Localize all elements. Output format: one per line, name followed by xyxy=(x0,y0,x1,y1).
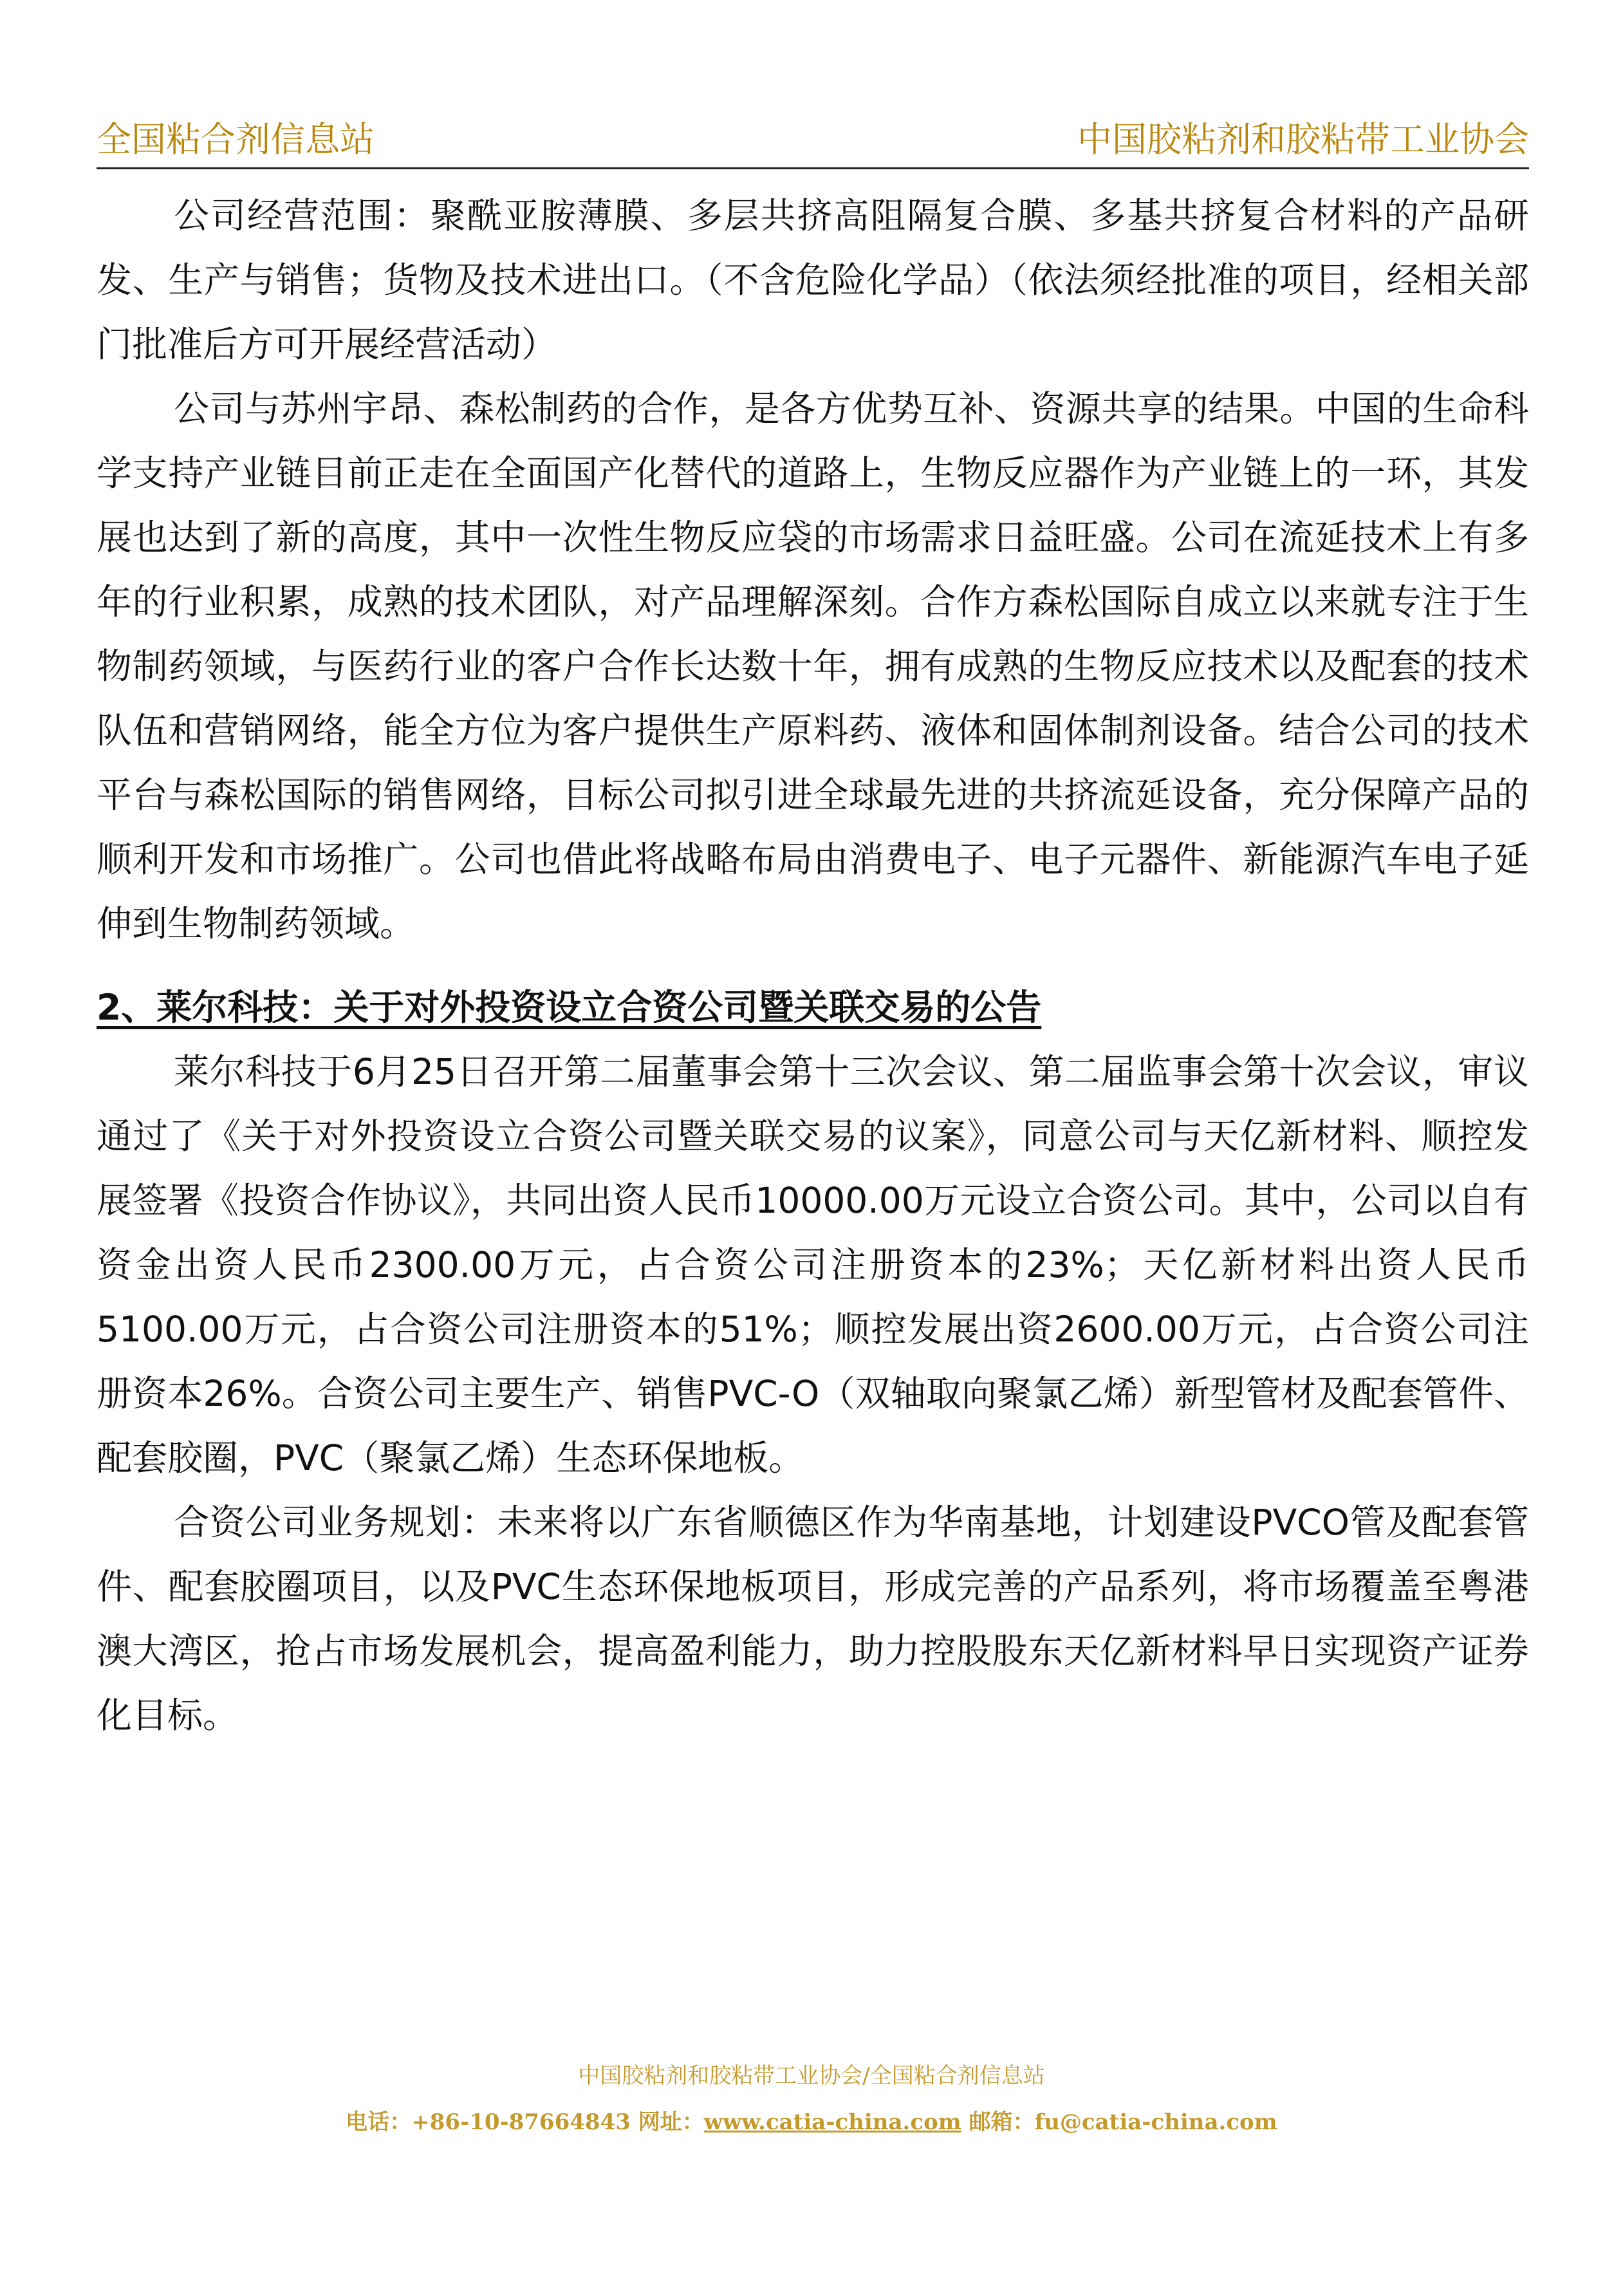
footer-contact-line xyxy=(0,2106,1623,2138)
header-right-title: 中国胶粘剂和胶粘带工业协会 xyxy=(1077,119,1529,160)
document-body xyxy=(97,183,1529,1748)
paragraph-business-scope: 公司经营范围：聚酰亚胺薄膜、多层共挤高阻隔复合膜、多基共挤复合材料的产品研发、生产与销售；货物及技术进出口。（不含危险化学品）（依法须经批准的项目，经相关部门批准后方可开展经营活动） xyxy=(97,195,1529,365)
header-left-title: 全国粘合剂信息站 xyxy=(97,119,375,160)
section-2-title: 2、莱尔科技：关于对外投资设立合资公司暨关联交易的公告 xyxy=(97,987,1042,1028)
paragraph-cooperation: 公司与苏州宇昂、森松制药的合作，是各方优势互补、资源共享的结果。中国的生命科学支持产业链目前正走在全面国产化替代的道路上，生物反应器作为产业链上的一环，其发展也达到了新的高度，其中一次性生物反应袋的市场需求日益旺盛。公司在流延技术上有多年的行业积累，成熟的技术团队，对产品理解深刻。合作方森松国际自成立以来就专注于生物制药领域，与医药行业的客户合作长达数十年，拥有成熟的生物反应技术以及配套的技术队伍和营销网络，能全方位为客户提供生产原料药、液体和固体制剂设备。结合公司的技术平台与森松国际的销售网络，目标公司拟引进全球最先进的共挤流延设备，充分保障产品的顺利开发和市场推广。公司也借此将战略布局由消费电子、电子元器件、新能源汽车电子延伸到生物制药领域。 xyxy=(97,388,1529,944)
page-header xyxy=(97,117,1529,169)
paragraph-business-plan: 合资公司业务规划：未来将以广东省顺德区作为华南基地，计划建设PVCO管及配套管件、配套胶圈项目，以及PVC生态环保地板项目，形成完善的产品系列，将市场覆盖至粤港澳大湾区，抢占市场发展机会，提高盈利能力，助力控股股东天亿新材料早日实现资产证券化目标。 xyxy=(97,1502,1529,1736)
paragraph-joint-venture: 莱尔科技于6月25日召开第二届董事会第十三次会议、第二届监事会第十次会议，审议通过了《关于对外投资设立合资公司暨关联交易的议案》，同意公司与天亿新材料、顺控发展签署《投资合作协议》，共同出资人民币10000.00万元设立合资公司。其中，公司以自有资金出资人民币2300.00万元，占合资公司注册资本的23%；天亿新材料出资人民币5100.00万元，占合资公司注册资本的51%；顺控发展出资2600.00万元，占合资公司注册资本26%。合资公司主要生产、销售PVC-O（双轴取向聚氯乙烯）新型管材及配套管件、配套胶圈，PVC（聚氯乙烯）生态环保地板。 xyxy=(97,1051,1529,1479)
footer-org-line: 中国胶粘剂和胶粘带工业协会/全国粘合剂信息站 xyxy=(578,2063,1045,2089)
footer-email[interactable]: fu@catia-china.com xyxy=(1034,2109,1277,2135)
footer-website-link[interactable]: www.catia-china.com xyxy=(703,2109,961,2135)
footer-phone-label: 电话： xyxy=(346,2109,412,2135)
footer-phone: +86-10-87664843 xyxy=(411,2109,631,2135)
footer-website-label: 网址： xyxy=(630,2109,704,2135)
footer-email-label: 邮箱： xyxy=(961,2109,1035,2135)
